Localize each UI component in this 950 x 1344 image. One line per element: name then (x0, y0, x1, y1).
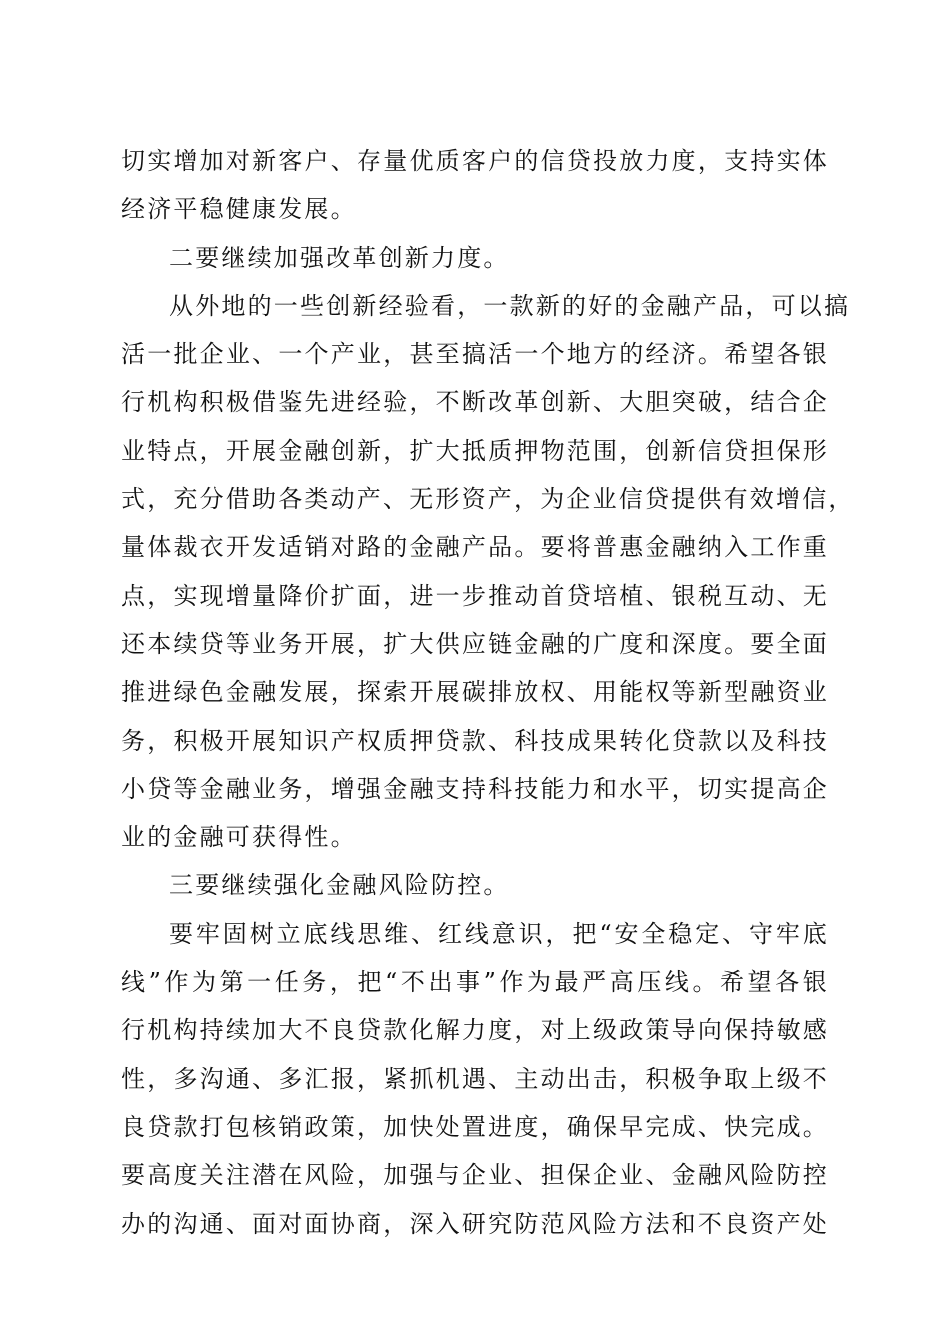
text-line: 务，积极开展知识产权质押贷款、科技成果转化贷款以及科技 (121, 726, 829, 755)
text-line: 业特点，开展金融创新，扩大抵质押物范围，创新信贷担保形 (121, 436, 829, 465)
text-line: 还本续贷等业务开展，扩大供应链金融的广度和深度。要全面 (121, 629, 829, 658)
section-heading: 二要继续加强改革创新力度。 (169, 243, 510, 272)
text-line: 性，多沟通、多汇报，紧抓机遇、主动出击，积极争取上级不 (121, 1064, 829, 1093)
text-line: 量体裁衣开发适销对路的金融产品。要将普惠金融纳入工作重 (121, 533, 829, 562)
text-line: 业的金融可获得性。 (121, 823, 357, 852)
text-line: 要高度关注潜在风险，加强与企业、担保企业、金融风险防控 (121, 1161, 829, 1190)
text-line: 良贷款打包核销政策，加快处置进度，确保早完成、快完成。 (121, 1112, 829, 1141)
section-heading: 三要继续强化金融风险防控。 (169, 871, 510, 900)
text-line: 切实增加对新客户、存量优质客户的信贷投放力度，支持实体 (121, 147, 829, 175)
text-line: 从外地的一些创新经验看，一款新的好的金融产品，可以搞 (169, 291, 851, 320)
text-line: 办的沟通、面对面协商，深入研究防范风险方法和不良资产处 (121, 1209, 829, 1238)
text-line: 行机构积极借鉴先进经验，不断改革创新、大胆突破，结合企 (121, 388, 829, 417)
text-line: 要牢固树立底线思维、红线意识，把“安全稳定、守牢底 (169, 919, 829, 948)
text-line: 式，充分借助各类动产、无形资产，为企业信贷提供有效增信， (121, 485, 855, 514)
text-line: 活一批企业、一个产业，甚至搞活一个地方的经济。希望各银 (121, 340, 829, 369)
text-line: 小贷等金融业务，增强金融支持科技能力和水平，切实提高企 (121, 774, 829, 803)
document-body (121, 137, 855, 1248)
text-line: 推进绿色金融发展，探索开展碳排放权、用能权等新型融资业 (121, 678, 829, 707)
text-line: 点，实现增量降价扩面，进一步推动首贷培植、银税互动、无 (121, 581, 829, 610)
text-line: 线”作为第一任务，把“不出事”作为最严高压线。希望各银 (121, 968, 829, 997)
text-line: 经济平稳健康发展。 (121, 195, 357, 224)
text-line: 行机构持续加大不良贷款化解力度，对上级政策导向保持敏感 (121, 1016, 829, 1045)
